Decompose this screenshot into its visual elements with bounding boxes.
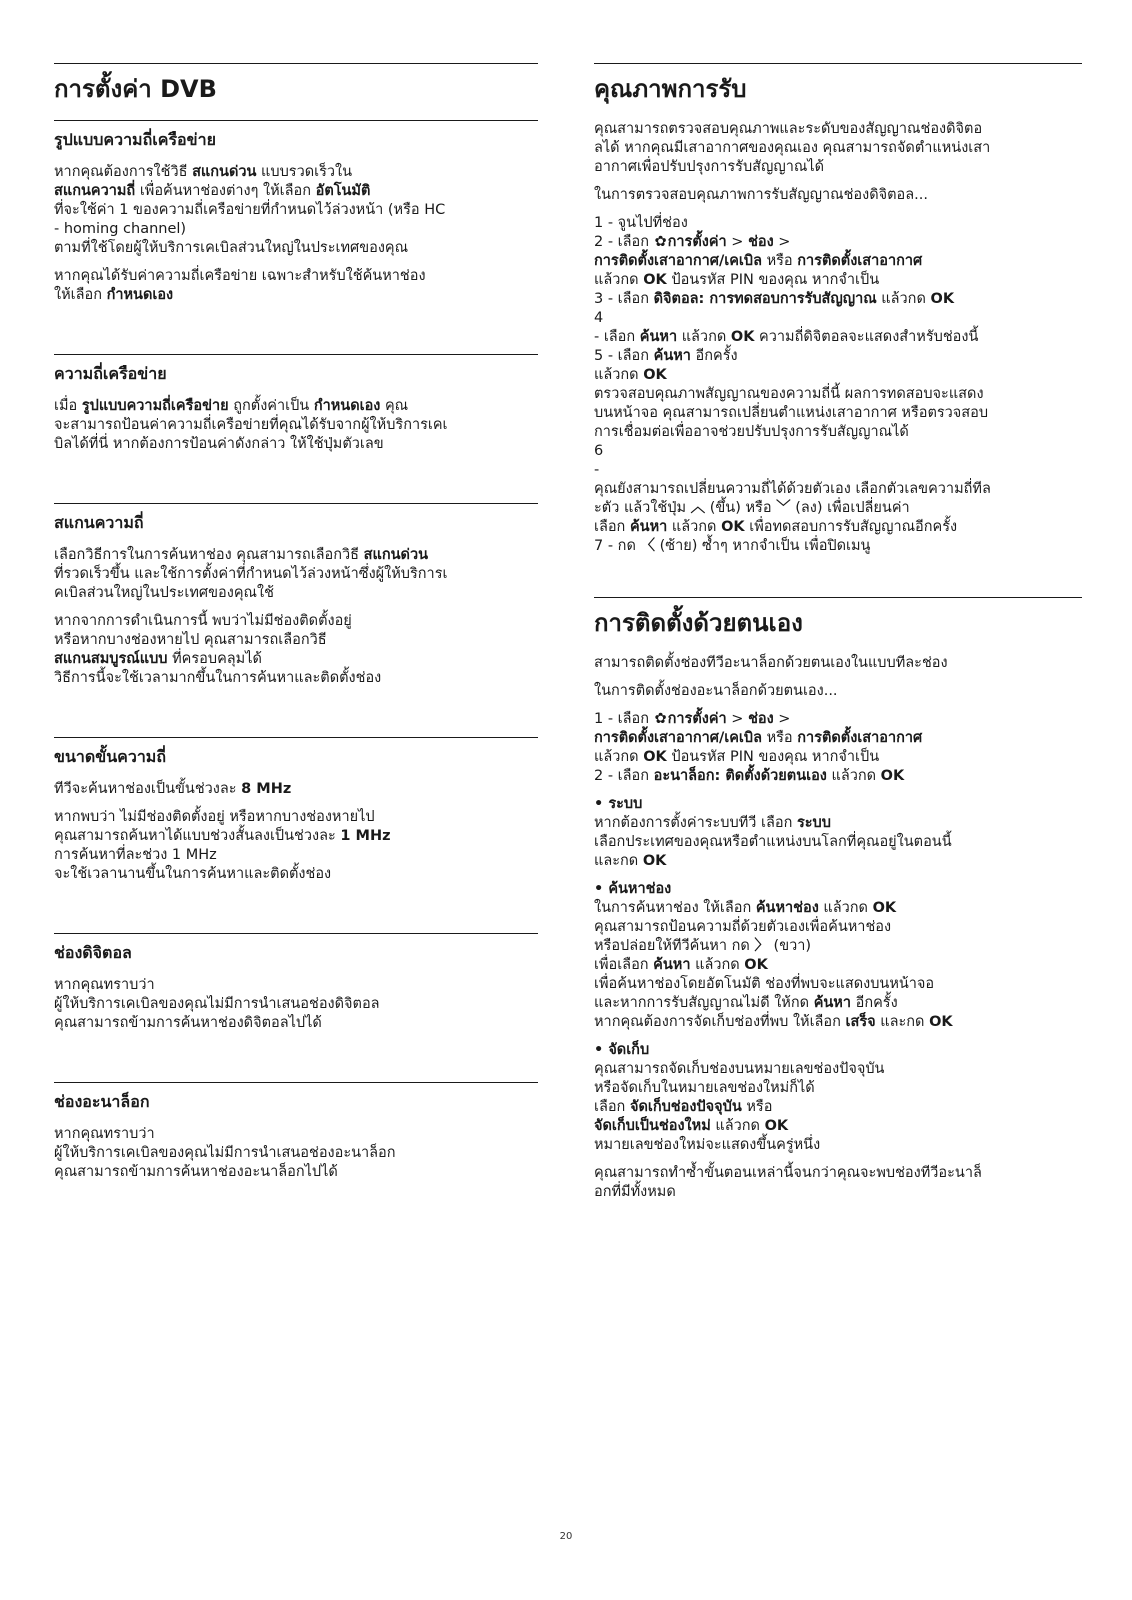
text: ป้อนรหัส PIN ของคุณ หากจำเป็น [666, 272, 880, 288]
ok-key-label: OK [730, 329, 755, 345]
text: เลือกประเทศของคุณหรือตำแหน่งบนโลกที่คุณอยู่ในตอนนี้ [594, 834, 952, 850]
ok-key-label: OK [643, 272, 667, 288]
bold-term: การติดตั้งเสาอากาศ [797, 253, 923, 269]
text: 7 - กด [594, 538, 641, 554]
step-2 [594, 233, 1082, 252]
bold-term: การตั้งค่า [667, 711, 727, 727]
chevron-down-icon: ﹀ [776, 500, 791, 516]
text: คุณสามารถป้อนความถี่ด้วยตัวเองเพื่อค้นหาช่อง [594, 919, 892, 935]
title-rule [594, 63, 1082, 64]
steps-list [594, 710, 1082, 786]
text: > [726, 234, 749, 250]
section-rule [54, 1082, 538, 1083]
bold-term: กำหนดเอง [313, 398, 381, 414]
bold-term: จัดเก็บเป็นช่องใหม่ [594, 1118, 711, 1134]
chevron-up-icon: ︿ [690, 500, 706, 516]
step-5 [594, 347, 1082, 366]
text: จะใช้เวลานานขึ้นในการค้นหาและติดตั้งช่อง [54, 866, 332, 882]
text: หรือปล่อยให้ทีวีค้นหา กด [594, 938, 755, 954]
ok-key-label: OK [930, 291, 955, 307]
text: อีกครั้ง [690, 348, 738, 364]
text: > [773, 234, 791, 250]
text: การเชื่อมต่อเพื่ออาจช่วยปรับปรุงการรับสัญญาณได้ [594, 424, 909, 440]
text: คุณสามารถตรวจสอบคุณภาพและระดับของสัญญาณช่องดิจิตอ [594, 121, 983, 137]
paragraph [54, 976, 538, 1033]
text: คุณสามารถข้ามการค้นหาช่องอะนาล็อกไปได้ [54, 1164, 338, 1180]
text: แล้วกด [710, 1118, 765, 1134]
step-1: 1 - จูนไปที่ช่อง [594, 215, 688, 231]
text: ที่ครอบคลุมได้ [167, 651, 262, 667]
heading-frequency-scan: สแกนความถี่ [54, 513, 144, 532]
text: หากคุณต้องการใช้วิธี [54, 164, 193, 180]
text: คเบิลส่วนใหญ่ในประเทศของคุณใช้ [54, 585, 274, 601]
bold-term: รูปแบบความถี่เครือข่าย [81, 398, 229, 414]
paragraph [54, 546, 538, 603]
text: 3 - เลือก [594, 291, 654, 307]
bold-term: จัดเก็บช่องปัจจุบัน [629, 1099, 742, 1115]
text: (ขึ้น) หรือ [705, 500, 777, 516]
ok-key-label: OK [643, 367, 667, 383]
text: > [773, 711, 791, 727]
text: หรือจัดเก็บในหมายเลขช่องใหม่ก็ได้ [594, 1080, 815, 1096]
text: แล้วกด [818, 900, 873, 916]
text: > [726, 711, 749, 727]
bold-term: สแกนสมบูรณ์แบบ [54, 651, 168, 667]
text: ะตัว แล้วใช้ปุ่ม [594, 500, 691, 516]
text: จะสามารถป้อนค่าความถี่เครือข่ายที่คุณได้รับจากผู้ให้บริการเคเ [54, 417, 448, 433]
section-rule [54, 354, 538, 355]
bold-term: ช่อง [748, 711, 774, 727]
text: 2 - เลือก [594, 234, 654, 250]
text: แล้วกด [690, 957, 745, 973]
text: อกที่มีทั้งหมด [594, 1184, 676, 1200]
step-4-number: 4 [594, 310, 604, 326]
text: แล้วกด [667, 519, 722, 535]
bold-term: การติดตั้งเสาอากาศ [797, 730, 923, 746]
text: ผู้ให้บริการเคเบิลของคุณไม่มีการนำเสนอช่องอะนาล็อก [54, 1145, 396, 1161]
ok-key-label: OK [764, 1118, 789, 1134]
text: ลได้ หากคุณมีเสาอากาศของคุณเอง คุณสามารถจัดตำแหน่งเสา [594, 140, 991, 156]
section-rule [54, 933, 538, 934]
text: 5 - เลือก [594, 348, 654, 364]
text: ตรวจสอบคุณภาพสัญญาณของความถี่นี้ ผลการทดสอบจะแสดง [594, 386, 984, 402]
bold-term: การติดตั้งเสาอากาศ/เคเบิล [594, 253, 762, 269]
step-7 [594, 537, 1082, 556]
bullet-heading: • ระบบ [594, 796, 643, 812]
step-6-number: 6 [594, 443, 604, 459]
text: หากต้องการตั้งค่าระบบทีวี เลือก [594, 815, 797, 831]
text: ถูกตั้งค่าเป็น [228, 398, 314, 414]
heading-network-frequency: ความถี่เครือข่าย [54, 364, 167, 383]
bold-term: 1 MHz [340, 828, 391, 844]
paragraph [54, 163, 538, 258]
bold-term: อะนาล็อก: ติดตั้งด้วยตนเอง [653, 768, 827, 784]
left-column [54, 63, 538, 1191]
text: การค้นหาที่ละช่วง 1 MHz [54, 847, 217, 863]
bold-term: ค้นหา [639, 329, 678, 345]
text: อากาศเพื่อปรับปรุงการรับสัญญาณได้ [594, 159, 825, 175]
text: คุณ [380, 398, 409, 414]
paragraph [594, 1164, 1082, 1202]
bold-term: ค้นหา [813, 995, 851, 1011]
text: หากคุณต้องการจัดเก็บช่องที่พบ ให้เลือก [594, 1014, 846, 1030]
heading-reception-quality: คุณภาพการรับ [594, 75, 747, 103]
ok-key-label: OK [929, 1014, 953, 1030]
text: คุณสามารถข้ามการค้นหาช่องดิจิตอลไปได้ [54, 1015, 322, 1031]
bold-term: สแกนด่วน [363, 547, 428, 563]
bold-term: 8 MHz [241, 781, 292, 797]
bullet-heading: • จัดเก็บ [594, 1042, 650, 1058]
bold-term: สแกนด่วน [192, 164, 257, 180]
paragraph: สามารถติดตั้งช่องทีวีอะนาล็อกด้วยตนเองในแบบทีละช่อง [594, 655, 948, 671]
text: เลือก [594, 1099, 630, 1115]
text: คุณสามารถค้นหาได้แบบช่วงสั้นลงเป็นช่วงละ [54, 828, 341, 844]
text: หรือหากบางช่องหายไป คุณสามารถเลือกวิธี [54, 632, 327, 648]
text: ที่จะใช้ค่า 1 ของความถี่เครือข่ายที่กำหนดไว้ล่วงหน้า (หรือ HC [54, 202, 446, 218]
heading-frequency-step-size: ขนาดขั้นความถี่ [54, 747, 167, 766]
page-number: 20 [559, 1531, 573, 1542]
chevron-left-icon: 〈 [640, 538, 655, 554]
text: แล้วกด [677, 329, 731, 345]
text: หรือ [741, 1099, 773, 1115]
text: ทีวีจะค้นหาช่องเป็นขั้นช่วงละ [54, 781, 242, 797]
paragraph [54, 780, 538, 799]
text: ที่รวดเร็วขึ้น และใช้การตั้งค่าที่กำหนดไว้ล่วงหน้าซึ่งผู้ให้บริการเ [54, 566, 448, 582]
steps-list [594, 214, 1082, 556]
text: แล้วกด [594, 367, 644, 383]
bold-term: ค้นหาช่อง [755, 900, 819, 916]
section-rule [54, 503, 538, 504]
heading-network-frequency-mode: รูปแบบความถี่เครือข่าย [54, 130, 216, 149]
paragraph [54, 612, 538, 688]
section-rule [54, 120, 538, 121]
page-title-dvb: การตั้งค่า DVB [54, 75, 217, 103]
text: แล้วกด [826, 768, 881, 784]
text: - [594, 462, 600, 478]
text: คุณยังสามารถเปลี่ยนความถี่ได้ด้วยตัวเอง เลือกตัวเลขความถี่ทีล [594, 481, 991, 497]
heading-digital-channels: ช่องดิจิตอล [54, 943, 132, 962]
text: บิลได้ที่นี่ หากต้องการป้อนค่าดังกล่าว ให้ใช้ปุ่มตัวเลข [54, 436, 384, 452]
ok-key-label: OK [744, 957, 768, 973]
ok-key-label: OK [872, 900, 897, 916]
text: 2 - เลือก [594, 768, 654, 784]
text: (ขวา) [768, 938, 812, 954]
text: อีกครั้ง [851, 995, 898, 1011]
bold-term: สแกนความถี่ [54, 183, 136, 199]
text: หรือ [761, 253, 798, 269]
store-block [594, 1041, 1082, 1155]
chevron-right-icon: 〉 [754, 938, 769, 954]
text: และกด [594, 853, 643, 869]
paragraph [54, 267, 538, 305]
paragraph [54, 808, 538, 884]
bold-term: เสร็จ [845, 1014, 876, 1030]
bold-term: ค้นหา [653, 348, 691, 364]
bold-term: ค้นหา [629, 519, 668, 535]
text: แล้วกด [594, 749, 644, 765]
section-rule [54, 737, 538, 738]
paragraph: ในการติดตั้งช่องอะนาล็อกด้วยตนเอง... [594, 683, 838, 699]
text: หากคุณได้รับค่าความถี่เครือข่าย เฉพาะสำหรับใช้ค้นหาช่อง [54, 268, 426, 284]
text: ความถี่ดิจิตอลจะแสดงสำหรับช่องนี้ [754, 329, 979, 345]
text: และหากการรับสัญญาณไม่ดี ให้กด [594, 995, 814, 1011]
bold-term: ดิจิตอล: การทดสอบการรับสัญญาณ [653, 291, 877, 307]
bold-term: การติดตั้งเสาอากาศ/เคเบิล [594, 730, 762, 746]
text: และกด [875, 1014, 930, 1030]
heading-manual-installation: การติดตั้งด้วยตนเอง [594, 609, 803, 637]
text: แล้วกด [594, 272, 644, 288]
ok-key-label: OK [721, 519, 745, 535]
ok-key-label: OK [642, 853, 667, 869]
title-rule [54, 63, 538, 64]
text: หากคุณทราบว่า [54, 1126, 155, 1142]
text: ในการค้นหาช่อง ให้เลือก [594, 900, 756, 916]
text: เลือก [594, 519, 630, 535]
gear-icon: ✿ [654, 234, 667, 250]
bold-term: กำหนดเอง [106, 287, 174, 303]
text: เพื่อค้นหาช่องต่างๆ ให้เลือก [135, 183, 316, 199]
text: เมื่อ [54, 398, 82, 414]
bold-term: ระบบ [796, 815, 831, 831]
paragraph [54, 1125, 538, 1182]
text: เพื่อค้นหาช่องโดยอัตโนมัติ ช่องที่พบจะแสดงบนหน้าจอ [594, 976, 935, 992]
ok-key-label: OK [643, 749, 667, 765]
text: หากพบว่า ไม่มีช่องติดตั้งอยู่ หรือหากบางช่องหายไป [54, 809, 375, 825]
bold-term: อัตโนมัติ [315, 183, 371, 199]
text: หมายเลขช่องใหม่จะแสดงขึ้นครู่หนึ่ง [594, 1137, 821, 1153]
text: แบบรวดเร็วใน [256, 164, 353, 180]
text: ป้อนรหัส PIN ของคุณ หากจำเป็น [666, 749, 880, 765]
text: (ลง) เพื่อเปลี่ยนค่า [790, 500, 910, 516]
right-column [594, 63, 1082, 1211]
text: - homing channel) [54, 221, 187, 237]
bold-term: ช่อง [748, 234, 774, 250]
ok-key-label: OK [880, 768, 905, 784]
text: ให้เลือก [54, 287, 107, 303]
heading-analogue-channels: ช่องอะนาล็อก [54, 1092, 150, 1111]
text: (ซ้าย) ซ้ำๆ หากจำเป็น เพื่อปิดเมนู [654, 538, 871, 554]
text: เพื่อเลือก [594, 957, 654, 973]
text: - เลือก [594, 329, 640, 345]
paragraph [594, 120, 1082, 177]
paragraph: ในการตรวจสอบคุณภาพการรับสัญญาณช่องดิจิตอล... [594, 187, 928, 203]
text: วิธีการนี้จะใช้เวลามากขึ้นในการค้นหาและติดตั้งช่อง [54, 670, 382, 686]
text: ตามที่ใช้โดยผู้ให้บริการเคเบิลส่วนใหญ่ในประเทศของคุณ [54, 240, 409, 256]
find-channel-block [594, 880, 1082, 1032]
text: หากจากการดำเนินการนี้ พบว่าไม่มีช่องติดตั้งอยู่ [54, 613, 352, 629]
text: หรือ [761, 730, 798, 746]
text: คุณสามารถจัดเก็บช่องบนหมายเลขช่องปัจจุบัน [594, 1061, 885, 1077]
text: แล้วกด [876, 291, 931, 307]
bold-term: การตั้งค่า [667, 234, 727, 250]
system-block [594, 795, 1082, 871]
bullet-heading: • ค้นหาช่อง [594, 881, 672, 897]
text: เลือกวิธีการในการค้นหาช่อง คุณสามารถเลือกวิธี [54, 547, 364, 563]
text: คุณสามารถทำซ้ำขั้นตอนเหล่านี้จนกว่าคุณจะพบช่องทีวีอะนาล็ [594, 1165, 982, 1181]
text: เพื่อทดสอบการรับสัญญาณอีกครั้ง [744, 519, 958, 535]
title-rule [594, 597, 1082, 598]
text: หากคุณทราบว่า [54, 977, 155, 993]
text: 1 - เลือก [594, 711, 654, 727]
text: ผู้ให้บริการเคเบิลของคุณไม่มีการนำเสนอช่องดิจิตอล [54, 996, 380, 1012]
text: บนหน้าจอ คุณสามารถเปลี่ยนตำแหน่งเสาอากาศ หรือตรวจสอบ [594, 405, 989, 421]
bold-term: ค้นหา [653, 957, 691, 973]
step-3 [594, 290, 1082, 309]
gear-icon: ✿ [654, 711, 667, 727]
paragraph [54, 397, 538, 454]
